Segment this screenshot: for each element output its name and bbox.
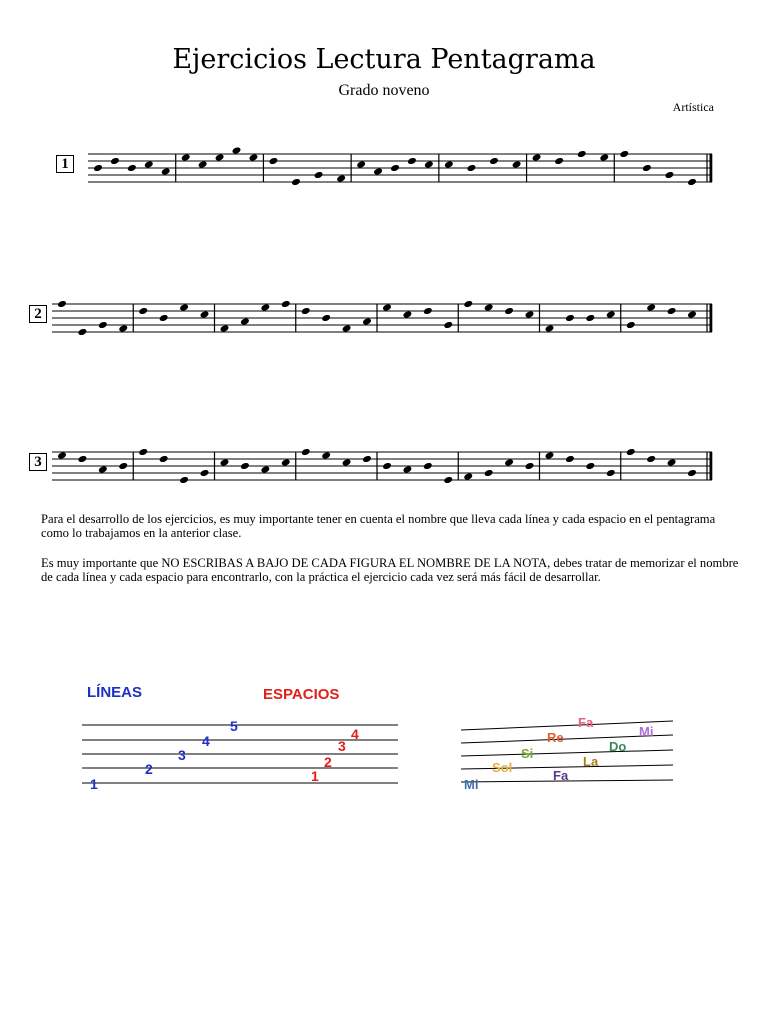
note-head — [159, 314, 169, 322]
note-name-label: Sol — [492, 760, 513, 775]
note-head — [585, 462, 595, 470]
note-head — [260, 303, 270, 311]
note-head — [390, 164, 400, 172]
note-head — [443, 321, 453, 329]
note-head — [424, 160, 434, 168]
note-name-label: Fa — [578, 715, 594, 730]
note-head — [291, 178, 301, 186]
note-head — [504, 458, 514, 466]
note-head — [281, 300, 291, 308]
note-head — [466, 164, 476, 172]
note-head — [577, 150, 587, 158]
note-head — [423, 307, 433, 315]
note-head — [606, 310, 616, 318]
line-number-label: 3 — [178, 747, 186, 763]
note-head — [240, 462, 250, 470]
note-head — [314, 171, 324, 179]
note-head — [664, 171, 674, 179]
note-head — [240, 317, 250, 325]
space-number-label: 4 — [351, 726, 359, 742]
note-head — [198, 160, 208, 168]
space-number-label: 2 — [324, 754, 332, 770]
note-head — [382, 303, 392, 311]
note-head — [215, 153, 225, 161]
space-number-label: 3 — [338, 738, 346, 754]
note-name-label: Mi — [464, 777, 479, 792]
note-name-label: Si — [521, 746, 534, 761]
final-barline-thick — [710, 452, 713, 480]
note-head — [179, 303, 189, 311]
space-number-label: 1 — [311, 768, 319, 784]
lines-heading: LÍNEAS — [87, 684, 143, 701]
legend-staff-line — [461, 750, 673, 756]
note-head — [356, 160, 366, 168]
exercise-number-2: 2 — [29, 305, 47, 323]
page-subtitle: Grado noveno — [338, 82, 430, 99]
note-head — [362, 317, 372, 325]
note-head — [77, 328, 87, 336]
note-head — [532, 153, 542, 161]
note-head — [373, 167, 383, 175]
note-head — [667, 307, 677, 315]
note-head — [179, 476, 189, 484]
note-head — [463, 300, 473, 308]
note-name-label: Fa — [553, 768, 569, 783]
note-head — [545, 324, 555, 332]
note-head — [77, 455, 87, 463]
note-head — [181, 153, 191, 161]
note-head — [93, 164, 103, 172]
note-head — [98, 465, 108, 473]
note-head — [554, 157, 564, 165]
note-head — [220, 458, 230, 466]
note-head — [336, 174, 346, 182]
exercise-number-3: 3 — [29, 453, 47, 471]
note-head — [444, 160, 454, 168]
note-head — [232, 146, 242, 154]
note-head — [606, 469, 616, 477]
note-head — [407, 157, 417, 165]
note-head — [619, 150, 629, 158]
line-number-label: 5 — [230, 718, 238, 734]
note-head — [161, 167, 171, 175]
note-head — [127, 164, 137, 172]
note-head — [321, 451, 331, 459]
note-head — [646, 303, 656, 311]
note-head — [489, 157, 499, 165]
note-head — [687, 178, 697, 186]
instructions-paragraph-2: Es muy importante que NO ESCRIBAS A BAJO DE CADA FIGURA EL NOMBRE DE LA NOTA, debes tratar de memorizar el nombre de cada línea y cada espacio para encontrarlo, con la práctica el ejercicio cada vez será más fácil de desarrollar. — [41, 556, 739, 584]
note-head — [268, 157, 278, 165]
note-head — [484, 303, 494, 311]
note-head — [545, 451, 555, 459]
note-head — [512, 160, 522, 168]
note-head — [362, 455, 372, 463]
note-head — [565, 455, 575, 463]
exercise-number-1: 1 — [56, 155, 74, 173]
line-number-label: 1 — [90, 776, 98, 792]
exercise-staff-2 — [0, 290, 768, 346]
note-head — [687, 469, 697, 477]
instructions-paragraph-1: Para el desarrollo de los ejercicios, es muy importante tener en cuenta el nombre que lleva cada línea y cada espacio en el pentagrama como lo trabajamos en la anterior clase. — [41, 512, 716, 540]
note-head — [138, 307, 148, 315]
note-head — [504, 307, 514, 315]
note-head — [220, 324, 230, 332]
exercise-staff-1 — [0, 140, 768, 196]
note-head — [98, 321, 108, 329]
note-head — [248, 153, 258, 161]
final-barline-thick — [710, 154, 713, 182]
note-head — [301, 448, 311, 456]
final-barline-thick — [710, 304, 713, 332]
note-head — [342, 458, 352, 466]
note-name-label: Mi — [639, 724, 654, 739]
note-head — [642, 164, 652, 172]
note-head — [402, 465, 412, 473]
note-name-label: Do — [609, 739, 627, 754]
note-head — [626, 321, 636, 329]
note-head — [200, 310, 210, 318]
page-title: Ejercicios Lectura Pentagrama — [172, 44, 596, 75]
note-names-diagram — [455, 712, 680, 797]
note-head — [57, 300, 67, 308]
staff-lines-spaces-diagram — [80, 715, 410, 795]
note-name-label: La — [583, 754, 599, 769]
note-head — [144, 160, 154, 168]
note-head — [525, 310, 535, 318]
note-head — [687, 310, 697, 318]
note-head — [484, 469, 494, 477]
line-number-label: 4 — [202, 733, 210, 749]
note-head — [260, 465, 270, 473]
note-head — [599, 153, 609, 161]
note-head — [443, 476, 453, 484]
note-head — [110, 157, 120, 165]
note-head — [138, 448, 148, 456]
exercise-staff-3 — [0, 438, 768, 494]
note-head — [118, 462, 128, 470]
note-head — [57, 451, 67, 459]
note-head — [626, 448, 636, 456]
note-head — [402, 310, 412, 318]
note-head — [301, 307, 311, 315]
note-name-label: Re — [547, 730, 564, 745]
note-head — [463, 472, 473, 480]
subject-label: Artística — [672, 100, 714, 114]
note-head — [159, 455, 169, 463]
note-head — [200, 469, 210, 477]
spaces-heading: ESPACIOS — [263, 686, 340, 703]
note-head — [382, 462, 392, 470]
note-head — [646, 455, 656, 463]
note-head — [342, 324, 352, 332]
note-head — [667, 458, 677, 466]
note-head — [321, 314, 331, 322]
line-number-label: 2 — [145, 761, 153, 777]
note-head — [118, 324, 128, 332]
note-head — [585, 314, 595, 322]
note-head — [525, 462, 535, 470]
note-head — [281, 458, 291, 466]
note-head — [423, 462, 433, 470]
note-head — [565, 314, 575, 322]
